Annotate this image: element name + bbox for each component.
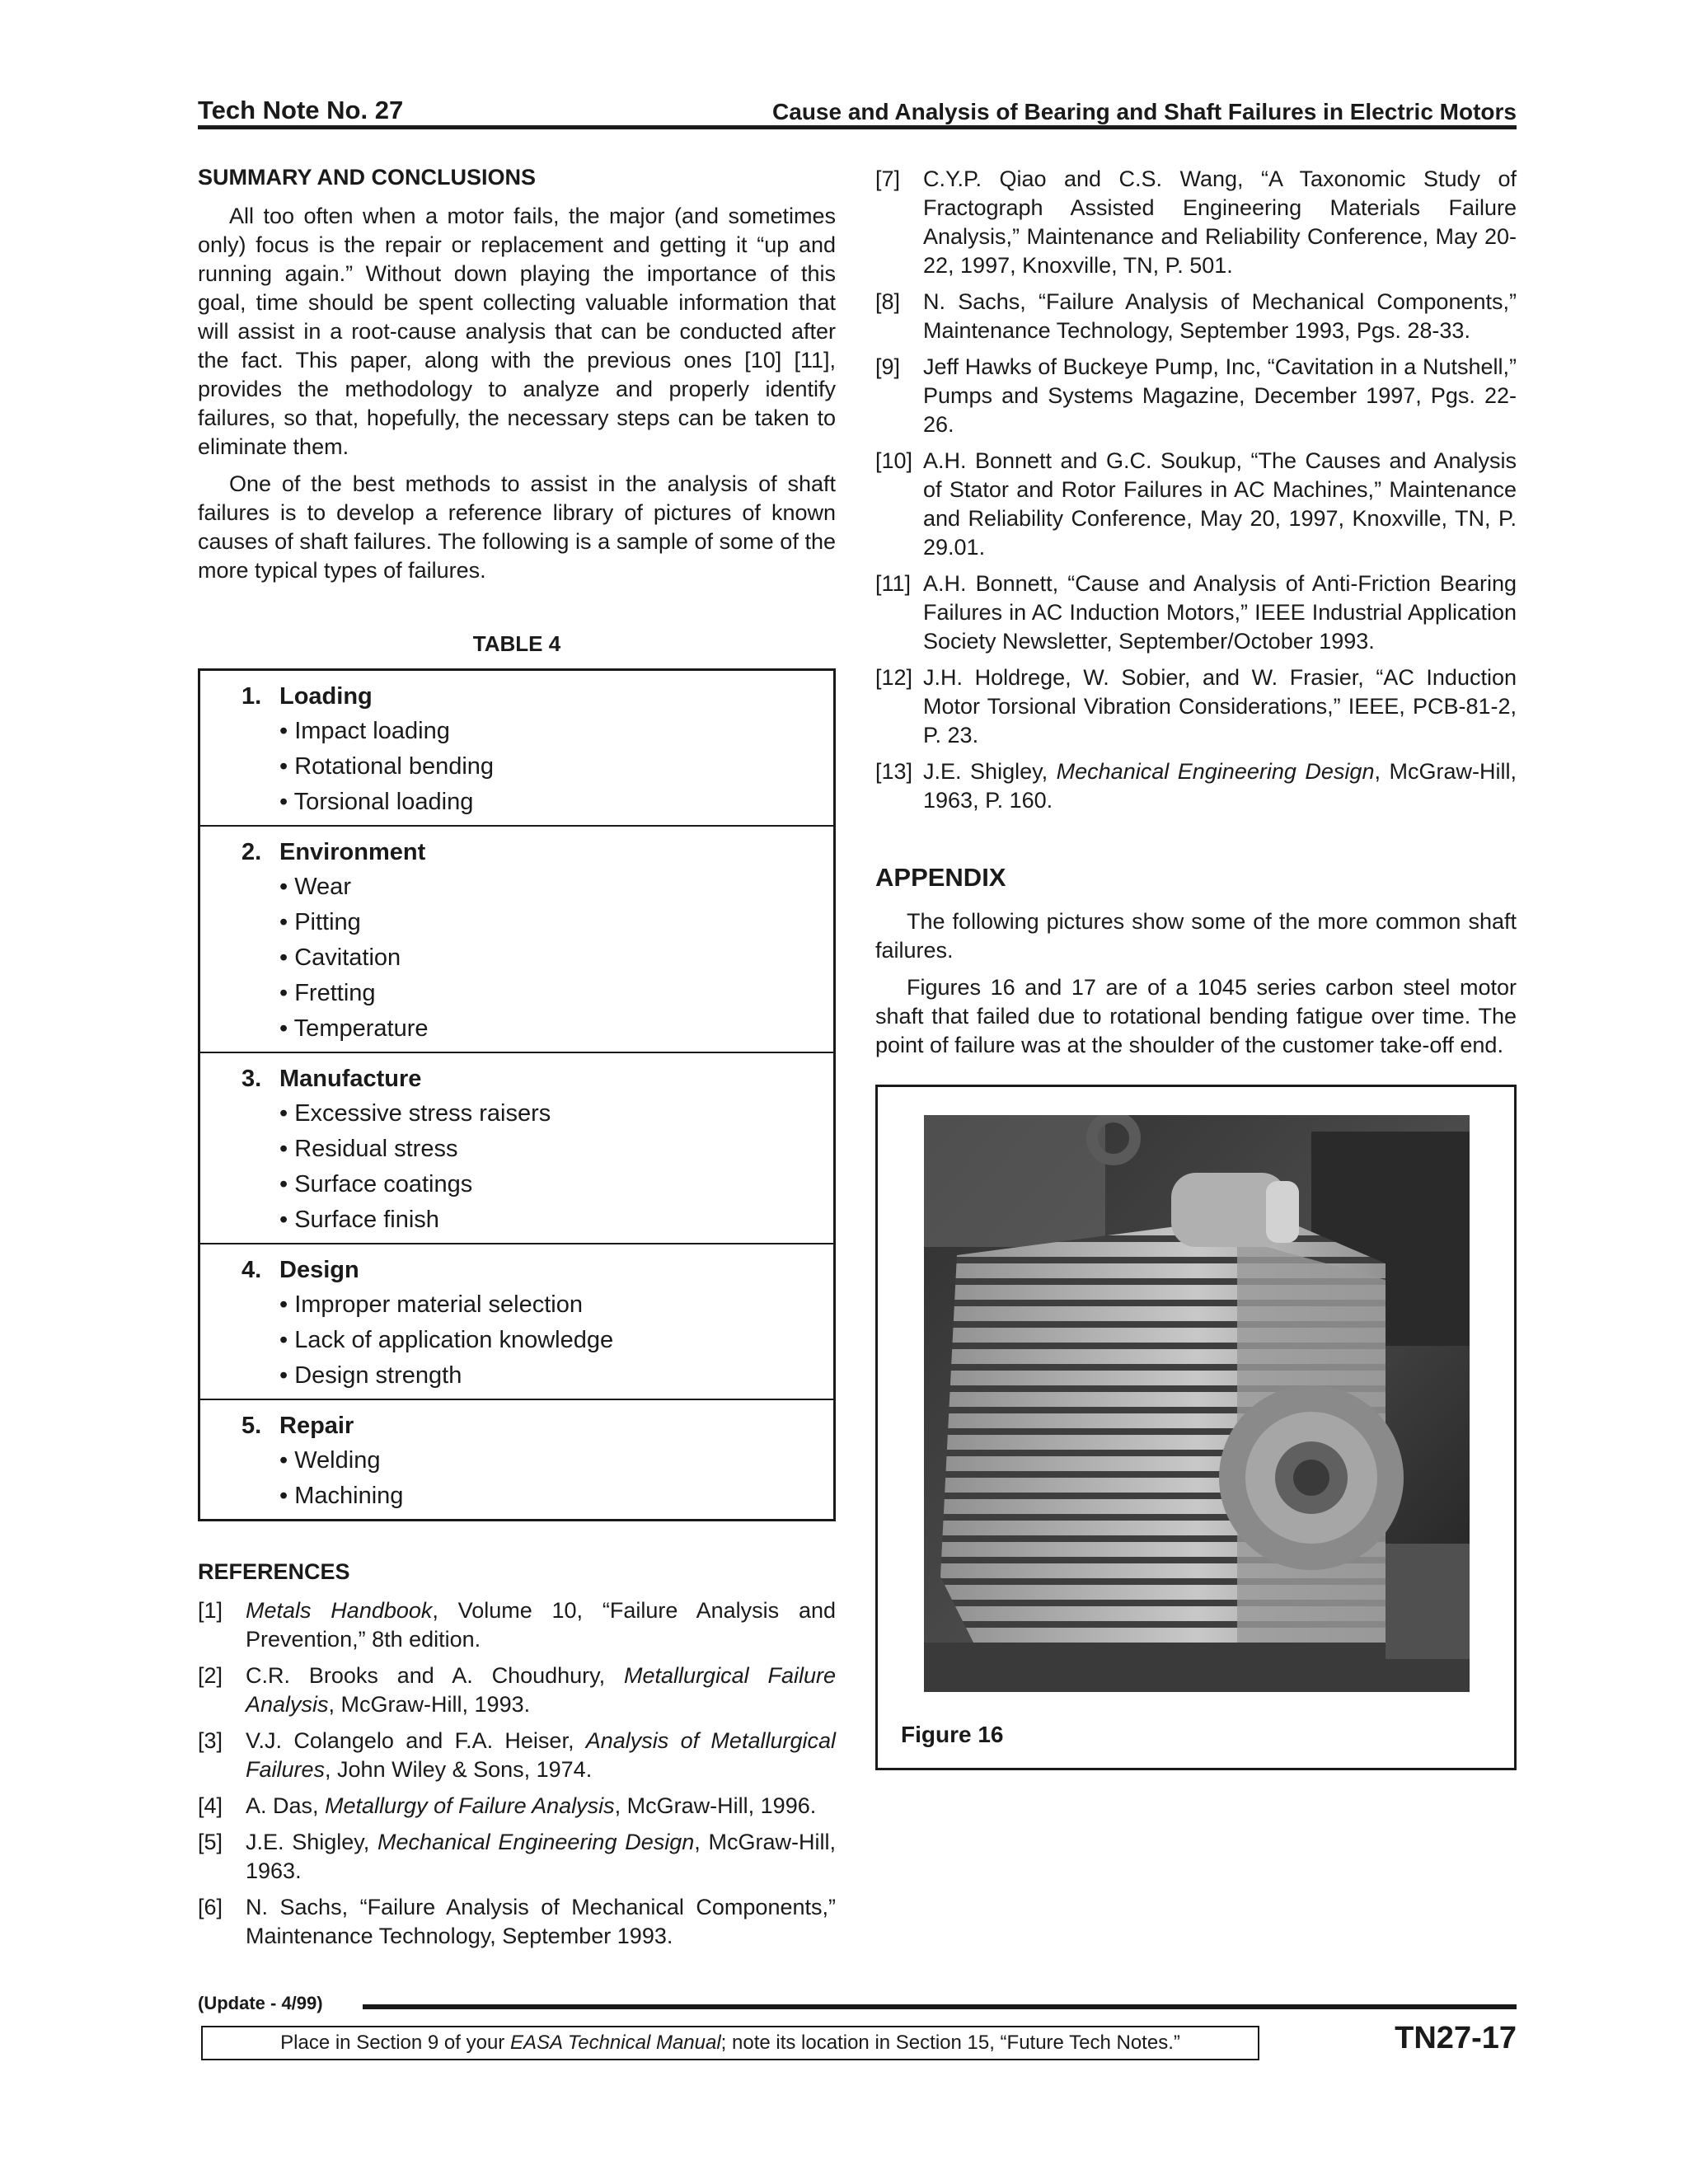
reference-number: [9] xyxy=(875,354,901,379)
table-group-manufacture xyxy=(200,1052,833,1243)
table-item: • Surface coatings xyxy=(279,1171,473,1197)
table-item: • Pitting xyxy=(279,909,361,935)
table-item: • Design strength xyxy=(279,1362,462,1389)
summary-paragraph: All too often when a motor fails, the major (and sometimes only) focus is the repair or replacement and getting it “up and running again.” Without down playing the importance of this goal, time should be spent collecting valuable information that will assist in a root-cause analysis that can be conducted after the fact. This paper, along with the previous ones [10] [11], provides the methodology to analyze and properly identify failures, so that, hopefully, the necessary steps can be taken to eliminate them. xyxy=(198,204,836,459)
reference-text: A.H. Bonnett, “Cause and Analysis of Anti-Friction Bearing Failures in AC Induction Motors,” IEEE Industrial Application Society Newsletter, September/October 1993. xyxy=(923,571,1517,654)
table-item: • Lack of application knowledge xyxy=(279,1327,614,1353)
reference-title: Mechanical Engineering Design xyxy=(1056,759,1375,784)
appendix-heading: APPENDIX xyxy=(875,863,1006,892)
page-number: TN27-17 xyxy=(1395,2021,1517,2055)
header-rule xyxy=(198,125,1517,129)
group-title: Repair xyxy=(279,1413,354,1439)
table-item: • Temperature xyxy=(279,1015,429,1042)
table-item: • Fretting xyxy=(279,980,376,1006)
table-item: • Rotational bending xyxy=(279,753,495,780)
reference-detail: , McGraw-Hill, 1963. xyxy=(246,1830,836,1883)
reference-item xyxy=(875,569,1517,656)
reference-text: N. Sachs, “Failure Analysis of Mechanical Components,” Maintenance Technology, September 1993. xyxy=(246,1895,836,1948)
group-number: 1. xyxy=(241,683,262,710)
reference-number: [7] xyxy=(875,166,901,191)
reference-text: N. Sachs, “Failure Analysis of Mechanical Components,” Maintenance Technology, September 1993, Pgs. 28-33. xyxy=(923,289,1517,343)
reference-title: Metals Handbook xyxy=(246,1598,433,1623)
reference-text: J.H. Holdrege, W. Sobier, and W. Frasier, “AC Induction Motor Torsional Vibration Considerations,” IEEE, PCB-81-2, P. 23. xyxy=(923,665,1517,748)
group-title: Environment xyxy=(279,839,426,865)
reference-item xyxy=(875,447,1517,562)
reference-number: [11] xyxy=(875,571,912,596)
table-item: • Wear xyxy=(279,874,351,900)
filing-note xyxy=(201,2026,1259,2060)
reference-text: A.H. Bonnett and G.C. Soukup, “The Causes and Analysis of Stator and Rotor Failures in AC Machines,” Maintenance and Reliability Conference, May 20, 1997, Knoxville, TN, P. 29.01. xyxy=(923,448,1517,560)
figure-16-box xyxy=(875,1085,1517,1770)
reference-title: Metallurgical Failure Analysis xyxy=(246,1663,836,1717)
reference-number: [6] xyxy=(198,1895,223,1919)
group-number: 2. xyxy=(241,839,262,865)
filing-note-text: ; note its location in Section 15, “Future Tech Notes.” xyxy=(720,2032,1180,2054)
reference-item xyxy=(198,1893,836,1951)
reference-authors: V.J. Colangelo and F.A. Heiser, xyxy=(246,1728,586,1753)
left-column xyxy=(198,165,836,1958)
appendix-paragraph: The following pictures show some of the more common shaft failures. xyxy=(875,909,1517,963)
motor-photo xyxy=(924,1115,1470,1692)
table-item: • Cavitation xyxy=(279,944,401,971)
reference-title: Metallurgy of Failure Analysis xyxy=(325,1793,615,1818)
reference-number: [5] xyxy=(198,1830,223,1854)
filing-note-text: Place in Section 9 of your xyxy=(280,2032,510,2054)
group-title: Design xyxy=(279,1257,359,1283)
reference-detail: , McGraw-Hill, 1993. xyxy=(328,1692,531,1717)
table-group-design xyxy=(200,1243,833,1399)
reference-authors: A. Das, xyxy=(246,1793,326,1818)
document-title: Cause and Analysis of Bearing and Shaft Failures in Electric Motors xyxy=(772,99,1517,124)
table-caption: TABLE 4 xyxy=(472,631,561,656)
reference-item xyxy=(875,663,1517,750)
group-title: Manufacture xyxy=(279,1066,422,1092)
reference-item xyxy=(875,288,1517,345)
right-column xyxy=(875,165,1517,1770)
table-item: • Excessive stress raisers xyxy=(279,1100,551,1127)
reference-number: [2] xyxy=(198,1663,223,1688)
references-list-left xyxy=(198,1596,836,1951)
table-group-repair xyxy=(200,1399,833,1519)
reference-number: [12] xyxy=(875,665,913,690)
reference-item xyxy=(875,165,1517,280)
references-heading: REFERENCES xyxy=(198,1559,350,1584)
table-item: • Improper material selection xyxy=(279,1291,583,1318)
table-group-loading xyxy=(200,671,833,825)
table-item: • Impact loading xyxy=(279,718,450,744)
reference-detail: , John Wiley & Sons, 1974. xyxy=(325,1757,593,1782)
reference-authors: J.E. Shigley, xyxy=(923,759,1057,784)
reference-item xyxy=(198,1727,836,1784)
reference-number: [10] xyxy=(875,448,913,473)
group-number: 4. xyxy=(241,1257,262,1283)
summary-paragraph: One of the best methods to assist in the analysis of shaft failures is to develop a reference library of pictures of known causes of shaft failures. The following is a sample of some of the more typical types of failures. xyxy=(198,471,836,583)
appendix-paragraph: Figures 16 and 17 are of a 1045 series carbon steel motor shaft that failed due to rotational bending fatigue over time. The point of failure was at the shoulder of the customer take-off end. xyxy=(875,975,1517,1057)
group-title: Loading xyxy=(279,683,373,710)
reference-detail: , Volume 10, “Failure Analysis and Prevention,” 8th edition. xyxy=(246,1598,837,1652)
summary-heading: SUMMARY AND CONCLUSIONS xyxy=(198,165,537,190)
reference-item xyxy=(875,353,1517,439)
reference-number: [3] xyxy=(198,1728,223,1753)
reference-item xyxy=(198,1792,836,1821)
manual-title: EASA Technical Manual xyxy=(509,2032,721,2054)
references-list-right xyxy=(875,165,1517,815)
reference-authors: C.R. Brooks and A. Choudhury, xyxy=(246,1663,625,1688)
table-group-environment xyxy=(200,825,833,1052)
group-number: 5. xyxy=(241,1413,262,1439)
reference-text: Jeff Hawks of Buckeye Pump, Inc, “Cavitation in a Nutshell,” Pumps and Systems Magazine, December 1997, Pgs. 22-26. xyxy=(923,354,1517,437)
footer-rule xyxy=(363,2004,1517,2009)
reference-number: [1] xyxy=(198,1598,223,1623)
table-item: • Surface finish xyxy=(279,1207,439,1233)
table-item: • Welding xyxy=(279,1447,381,1474)
table-item: • Residual stress xyxy=(279,1136,458,1162)
reference-detail: , McGraw-Hill, 1963, P. 160. xyxy=(923,759,1517,813)
reference-item xyxy=(875,757,1517,815)
reference-authors: J.E. Shigley, xyxy=(246,1830,378,1854)
table-item: • Machining xyxy=(279,1483,404,1509)
reference-number: [8] xyxy=(875,289,901,314)
reference-item xyxy=(198,1828,836,1886)
reference-item xyxy=(198,1596,836,1654)
reference-detail: , McGraw-Hill, 1996. xyxy=(614,1793,817,1818)
reference-text: C.Y.P. Qiao and C.S. Wang, “A Taxonomic Study of Fractograph Assisted Engineering Materials Failure Analysis,” Maintenance and Reliability Conference, May 20-22, 1997, Knoxville, TN, P. 501. xyxy=(923,166,1517,278)
reference-title: Mechanical Engineering Design xyxy=(377,1830,695,1854)
table-item: • Torsional loading xyxy=(279,789,474,815)
tech-note-number: Tech Note No. 27 xyxy=(198,96,404,124)
reference-title: Analysis of Metallurgical Failures xyxy=(246,1728,836,1782)
table-4 xyxy=(198,668,836,1521)
figure-caption: Figure 16 xyxy=(901,1722,1004,1747)
reference-item xyxy=(198,1661,836,1719)
reference-number: [13] xyxy=(875,759,913,784)
update-label: (Update - 4/99) xyxy=(198,1993,323,2013)
group-number: 3. xyxy=(241,1066,262,1092)
reference-number: [4] xyxy=(198,1793,223,1818)
